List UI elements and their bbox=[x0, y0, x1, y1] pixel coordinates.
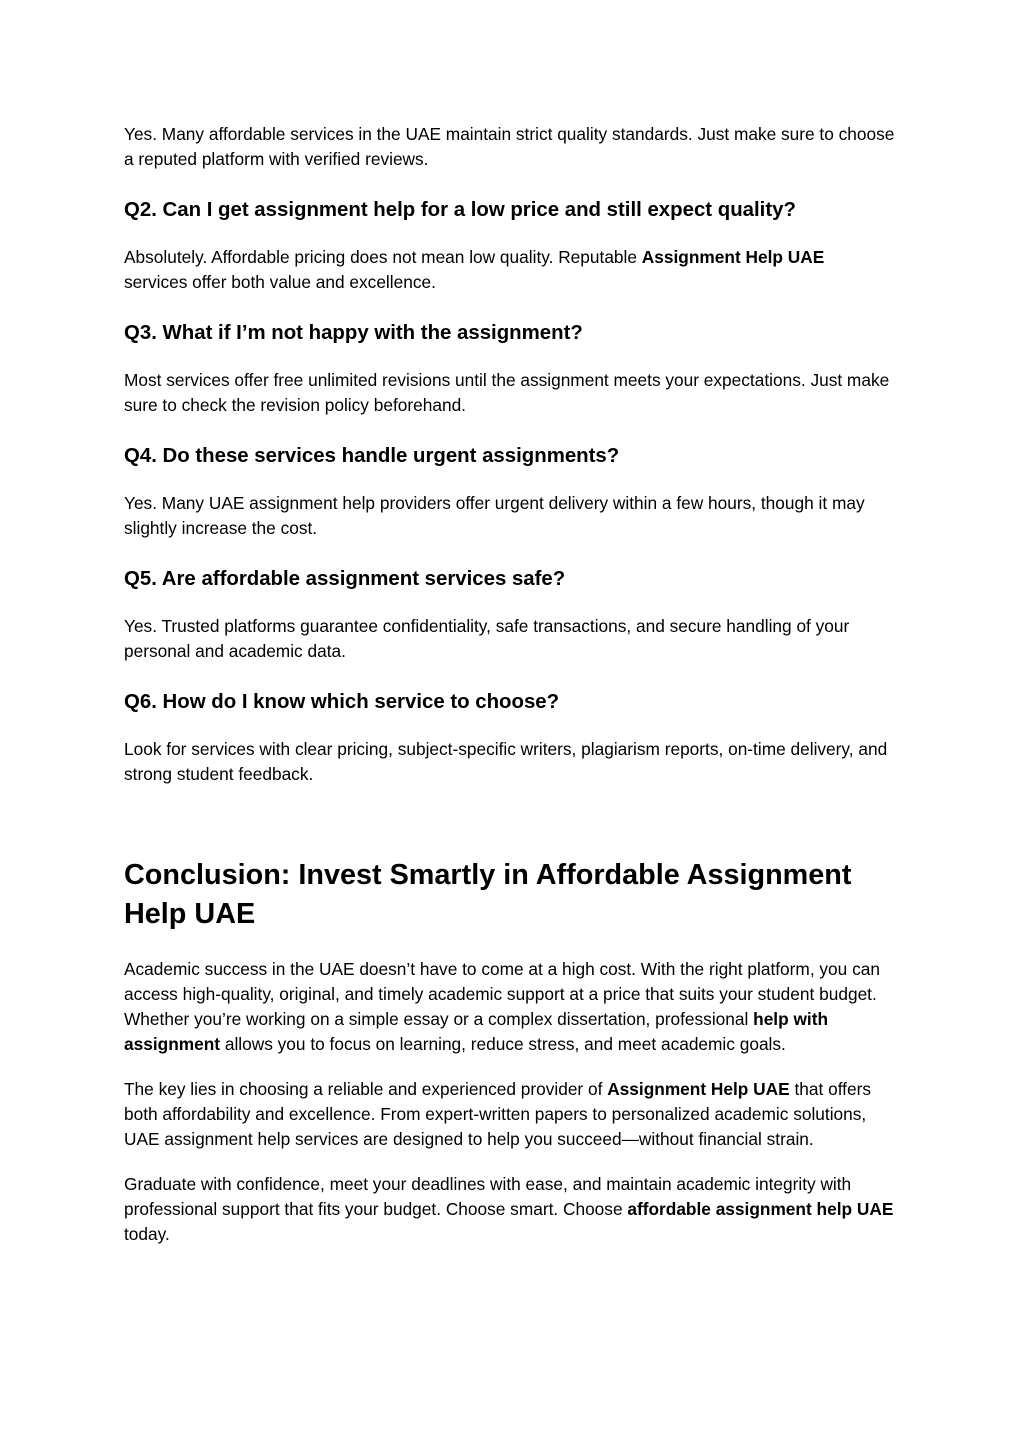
conclusion-paragraph-2: The key lies in choosing a reliable and experienced provider of Assignment Help UAE that offers both affordability and excellence. From expert-written papers to personalized academic solutions, UAE assignment help services are designed to help you succeed—without financial strain. bbox=[124, 1079, 871, 1149]
bold-link-text: help with assignment bbox=[124, 1009, 829, 1054]
faq-question-6: Q6. How do I know which service to choose? bbox=[124, 691, 560, 713]
faq-answer-5: Yes. Trusted platforms guarantee confidentiality, safe transactions, and secure handling of your personal and academic data. bbox=[124, 616, 850, 661]
faq-question-4: Q4. Do these services handle urgent assignments? bbox=[124, 445, 620, 467]
faq-question-5: Q5. Are affordable assignment services safe? bbox=[124, 568, 566, 590]
faq-question-2: Q2. Can I get assignment help for a low price and still expect quality? bbox=[124, 199, 796, 221]
bold-link-text: Assignment Help UAE bbox=[641, 247, 825, 267]
bold-link-text: affordable assignment help UAE bbox=[627, 1199, 894, 1219]
faq-answer-1: Yes. Many affordable services in the UAE maintain strict quality standards. Just make sure to choose a reputed platform with verified reviews. bbox=[124, 124, 895, 169]
faq-answer-4: Yes. Many UAE assignment help providers offer urgent delivery within a few hours, though it may slightly increase the cost. bbox=[124, 493, 865, 538]
faq-question-3: Q3. What if I’m not happy with the assignment? bbox=[124, 322, 583, 344]
conclusion-paragraph-1: Academic success in the UAE doesn’t have to come at a high cost. With the right platform, you can access high-quality, original, and timely academic support at a price that suits your student budget. Whether you’re working on a simple essay or a complex dissertation, professional help with assignment allows you to focus on learning, reduce stress, and meet academic goals. bbox=[124, 959, 880, 1054]
faq-answer-6: Look for services with clear pricing, subject-specific writers, plagiarism reports, on-time delivery, and strong student feedback. bbox=[124, 739, 888, 784]
faq-answer-2: Absolutely. Affordable pricing does not mean low quality. Reputable Assignment Help UAE services offer both value and excellence. bbox=[124, 247, 825, 292]
bold-link-text: Assignment Help UAE bbox=[607, 1079, 790, 1099]
conclusion-heading: Conclusion: Invest Smartly in Affordable Assignment Help UAE bbox=[124, 859, 852, 930]
conclusion-paragraph-3: Graduate with confidence, meet your deadlines with ease, and maintain academic integrity with professional support that fits your budget. Choose smart. Choose affordable assignment help UAE today. bbox=[124, 1174, 894, 1244]
faq-answer-3: Most services offer free unlimited revisions until the assignment meets your expectations. Just make sure to check the revision policy beforehand. bbox=[124, 370, 890, 415]
